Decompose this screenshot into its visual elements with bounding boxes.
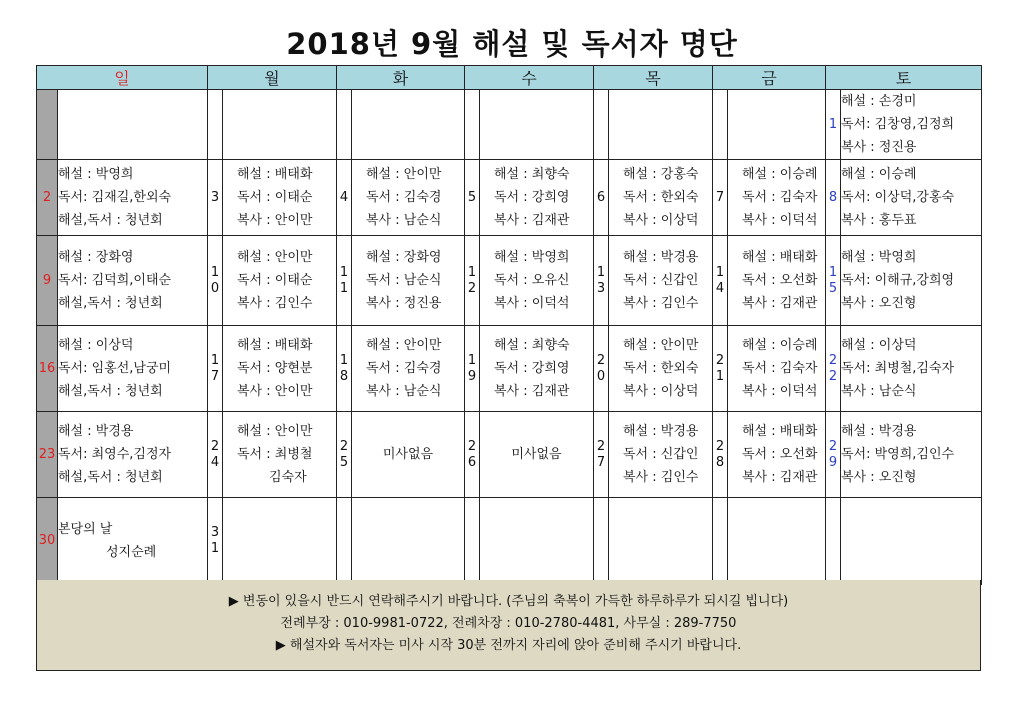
assignment-line: 해설 : 안이만 xyxy=(237,250,313,265)
day-number: 13 xyxy=(594,236,609,326)
day-number xyxy=(208,90,223,160)
day-number: 18 xyxy=(337,326,352,412)
assignment-line: 해설 : 박경용 xyxy=(58,424,134,439)
day-cell xyxy=(841,326,982,412)
day-cell xyxy=(58,90,208,160)
day-number: 2 xyxy=(37,160,58,236)
assignment-line: 독서: 김재길,한외숙 xyxy=(58,190,172,205)
weekday-header: 토 xyxy=(826,66,982,90)
weekday-header: 금 xyxy=(713,66,826,90)
assignment-line: 독서 : 신갑인 xyxy=(623,273,699,288)
assignment-line: 해설 : 이상덕 xyxy=(841,338,917,353)
assignment-line: 독서 : 김숙경 xyxy=(366,190,442,205)
day-cell xyxy=(609,90,713,160)
schedule-table xyxy=(36,65,982,585)
weekday-header: 화 xyxy=(337,66,465,90)
day-cell xyxy=(480,498,594,585)
assignment-line: 해설 : 배태화 xyxy=(742,424,818,439)
day-cell xyxy=(352,498,465,585)
assignment-line: 독서: 김창영,김정희 xyxy=(841,117,955,132)
day-number xyxy=(713,498,728,585)
assignment-line: 독서 : 한외숙 xyxy=(623,190,699,205)
assignment-line: 해설 : 박영희 xyxy=(841,250,917,265)
assignment-line: 독서: 박영희,김인수 xyxy=(841,447,955,462)
week-row xyxy=(37,498,982,585)
day-number xyxy=(594,90,609,160)
day-cell xyxy=(223,498,337,585)
assignment-line: 복사 : 안이만 xyxy=(237,384,313,399)
day-number: 19 xyxy=(465,326,480,412)
day-cell xyxy=(352,160,465,236)
assignment-line: 해설 : 손경미 xyxy=(841,94,917,109)
assignment-line: 복사 : 김재관 xyxy=(494,384,570,399)
assignment-line: 복사 : 정진용 xyxy=(366,296,442,311)
day-cell xyxy=(223,90,337,160)
day-number: 7 xyxy=(713,160,728,236)
assignment-line: 복사 : 이덕석 xyxy=(742,213,818,228)
weekday-header: 월 xyxy=(208,66,337,90)
assignment-line: 해설 : 박경용 xyxy=(623,424,699,439)
day-cell xyxy=(609,236,713,326)
day-number: 1 xyxy=(826,90,841,160)
assignment-line: 해설 : 이승례 xyxy=(841,167,917,182)
assignment-line: 독서 : 한외숙 xyxy=(623,361,699,376)
day-number: 27 xyxy=(594,412,609,498)
assignment-line: 해설 : 배태화 xyxy=(237,338,313,353)
assignment-line: 독서 : 김숙경 xyxy=(366,361,442,376)
assignment-line: 미사없음 xyxy=(382,447,434,462)
assignment-line: 성지순례 xyxy=(106,545,157,560)
assignment-line: 해설 : 박영희 xyxy=(58,167,134,182)
assignment-line: 독서: 김덕희,이태순 xyxy=(58,273,172,288)
day-number: 30 xyxy=(37,498,58,585)
assignment-line: 복사 : 이상덕 xyxy=(623,213,699,228)
assignment-line: 복사 : 남순식 xyxy=(366,213,442,228)
day-number: 24 xyxy=(208,412,223,498)
day-number: 11 xyxy=(337,236,352,326)
assignment-line: 복사 : 이상덕 xyxy=(623,384,699,399)
notice-line: ▶ 해설자와 독서자는 미사 시작 30분 전까지 자리에 앉아 준비해 주시기 바랍니다. xyxy=(275,638,742,653)
week-row xyxy=(37,326,982,412)
day-number xyxy=(465,498,480,585)
assignment-line: 해설 : 이승례 xyxy=(742,167,818,182)
day-number: 5 xyxy=(465,160,480,236)
assignment-line: 복사 : 홍두표 xyxy=(841,213,917,228)
assignment-line: 복사 : 오진형 xyxy=(841,470,917,485)
day-cell xyxy=(728,412,826,498)
assignment-line: 해설 : 배태화 xyxy=(742,250,818,265)
contact-line: 전례부장 : 010-9981-0722, 전례차장 : 010-2780-4481, 사무실 : 289-7750 xyxy=(280,616,737,631)
day-cell xyxy=(58,412,208,498)
weekday-header: 목 xyxy=(594,66,713,90)
day-cell xyxy=(480,160,594,236)
day-number: 28 xyxy=(713,412,728,498)
day-cell xyxy=(223,236,337,326)
day-number: 21 xyxy=(713,326,728,412)
day-number: 10 xyxy=(208,236,223,326)
day-cell xyxy=(841,90,982,160)
assignment-line: 해설 : 배태화 xyxy=(237,167,313,182)
assignment-line: 독서: 최병철,김숙자 xyxy=(841,361,955,376)
assignment-line: 복사 : 김인수 xyxy=(237,296,313,311)
day-number: 6 xyxy=(594,160,609,236)
assignment-line: 해설 : 강홍숙 xyxy=(623,167,699,182)
assignment-line: 복사 : 이덕석 xyxy=(742,384,818,399)
week-row xyxy=(37,236,982,326)
weekday-header: 일 xyxy=(37,66,208,90)
day-cell xyxy=(58,498,208,585)
assignment-line: 해설 : 이상덕 xyxy=(58,338,134,353)
day-cell xyxy=(352,412,465,498)
assignment-line: 본당의 날 xyxy=(58,522,113,537)
assignment-line: 독서: 이해규,강희영 xyxy=(841,273,955,288)
assignment-line: 복사 : 김재관 xyxy=(494,213,570,228)
assignment-line: 독서 : 오선화 xyxy=(742,273,818,288)
day-cell xyxy=(728,236,826,326)
assignment-line: 독서: 이상덕,강홍숙 xyxy=(841,190,955,205)
day-cell xyxy=(480,326,594,412)
day-number: 17 xyxy=(208,326,223,412)
assignment-line: 복사 : 남순식 xyxy=(841,384,917,399)
assignment-line: 독서: 최영수,김정자 xyxy=(58,447,172,462)
day-cell xyxy=(728,90,826,160)
day-number xyxy=(465,90,480,160)
day-cell xyxy=(480,236,594,326)
assignment-line: 복사 : 이덕석 xyxy=(494,296,570,311)
assignment-line: 독서: 임홍선,남궁미 xyxy=(58,361,172,376)
day-cell xyxy=(223,160,337,236)
week-row xyxy=(37,90,982,160)
day-number: 15 xyxy=(826,236,841,326)
day-cell xyxy=(841,412,982,498)
assignment-line: 복사 : 김재관 xyxy=(742,470,818,485)
assignment-line: 해설 : 최향숙 xyxy=(494,167,570,182)
day-cell xyxy=(728,160,826,236)
assignment-line: 해설 : 안이만 xyxy=(366,338,442,353)
assignment-line: 해설 : 장화영 xyxy=(366,250,442,265)
assignment-line: 독서 : 최병철 xyxy=(237,447,313,462)
day-number xyxy=(826,498,841,585)
assignment-line: 해설 : 최향숙 xyxy=(494,338,570,353)
assignment-line: 해설,독서 : 청년회 xyxy=(58,384,163,399)
assignment-line: 해설 : 안이만 xyxy=(237,424,313,439)
day-number xyxy=(337,90,352,160)
day-cell xyxy=(58,236,208,326)
assignment-line: 독서 : 강희영 xyxy=(494,361,570,376)
assignment-line: 복사 : 김인수 xyxy=(623,296,699,311)
day-number: 8 xyxy=(826,160,841,236)
day-cell xyxy=(609,412,713,498)
assignment-line: 독서 : 이태순 xyxy=(237,190,313,205)
assignment-line: 독서 : 김숙자 xyxy=(742,190,818,205)
weekday-header: 수 xyxy=(465,66,594,90)
assignment-line: 해설 : 박영희 xyxy=(494,250,570,265)
assignment-line: 해설,독서 : 청년회 xyxy=(58,213,163,228)
day-number xyxy=(37,90,58,160)
week-row xyxy=(37,160,982,236)
day-number xyxy=(337,498,352,585)
day-number: 9 xyxy=(37,236,58,326)
day-cell xyxy=(728,498,826,585)
day-cell xyxy=(728,326,826,412)
assignment-line: 복사 : 오진형 xyxy=(841,296,917,311)
assignment-line: 해설 : 이승례 xyxy=(742,338,818,353)
day-cell xyxy=(352,236,465,326)
assignment-line: 독서 : 강희영 xyxy=(494,190,570,205)
day-cell xyxy=(841,498,982,585)
day-number: 26 xyxy=(465,412,480,498)
assignment-line: 독서 : 남순식 xyxy=(366,273,442,288)
day-cell xyxy=(352,326,465,412)
assignment-line: 복사 : 김인수 xyxy=(623,470,699,485)
assignment-line: 해설 : 박경용 xyxy=(841,424,917,439)
page-title: 2018년 9월 해설 및 독서자 명단 xyxy=(286,27,738,61)
day-cell xyxy=(58,160,208,236)
day-cell xyxy=(223,326,337,412)
assignment-line: 독서 : 양현분 xyxy=(237,361,313,376)
day-number: 20 xyxy=(594,326,609,412)
day-cell xyxy=(609,160,713,236)
day-cell xyxy=(841,236,982,326)
day-number: 22 xyxy=(826,326,841,412)
assignment-line: 해설 : 안이만 xyxy=(623,338,699,353)
day-number xyxy=(594,498,609,585)
day-number: 4 xyxy=(337,160,352,236)
weekday-header-row xyxy=(37,66,982,90)
day-number: 25 xyxy=(337,412,352,498)
assignment-line: 독서 : 오선화 xyxy=(742,447,818,462)
assignment-line: 복사 : 정진용 xyxy=(841,140,917,155)
assignment-line: 독서 : 김숙자 xyxy=(742,361,818,376)
assignment-line: 해설,독서 : 청년회 xyxy=(58,470,163,485)
assignment-line: 독서 : 이태순 xyxy=(237,273,313,288)
day-cell xyxy=(58,326,208,412)
day-cell xyxy=(480,90,594,160)
assignment-line: 해설 : 안이만 xyxy=(366,167,442,182)
day-cell xyxy=(352,90,465,160)
assignment-line: 독서 : 신갑인 xyxy=(623,447,699,462)
assignment-line: 미사없음 xyxy=(511,447,562,462)
day-cell xyxy=(223,412,337,498)
assignment-line: 해설 : 장화영 xyxy=(58,250,134,265)
day-number: 12 xyxy=(465,236,480,326)
day-cell xyxy=(609,498,713,585)
assignment-line: 복사 : 안이만 xyxy=(237,213,313,228)
day-number: 31 xyxy=(208,498,223,585)
assignment-line: 복사 : 김재관 xyxy=(742,296,818,311)
day-number: 16 xyxy=(37,326,58,412)
day-number: 23 xyxy=(37,412,58,498)
day-cell xyxy=(609,326,713,412)
day-cell xyxy=(480,412,594,498)
assignment-line: 해설 : 박경용 xyxy=(623,250,699,265)
assignment-line: 복사 : 남순식 xyxy=(366,384,442,399)
day-cell xyxy=(841,160,982,236)
day-number: 14 xyxy=(713,236,728,326)
assignment-line: 김숙자 xyxy=(269,470,307,485)
assignment-line: 해설,독서 : 청년회 xyxy=(58,296,163,311)
notice-line: ▶ 변동이 있을시 반드시 연락해주시기 바랍니다. (주님의 축복이 가득한 하루하루가 되시길 빕니다) xyxy=(228,594,789,609)
day-number: 3 xyxy=(208,160,223,236)
day-number xyxy=(713,90,728,160)
assignment-line: 독서 : 오유신 xyxy=(494,273,570,288)
notice-box xyxy=(36,580,981,671)
day-number: 29 xyxy=(826,412,841,498)
week-row xyxy=(37,412,982,498)
